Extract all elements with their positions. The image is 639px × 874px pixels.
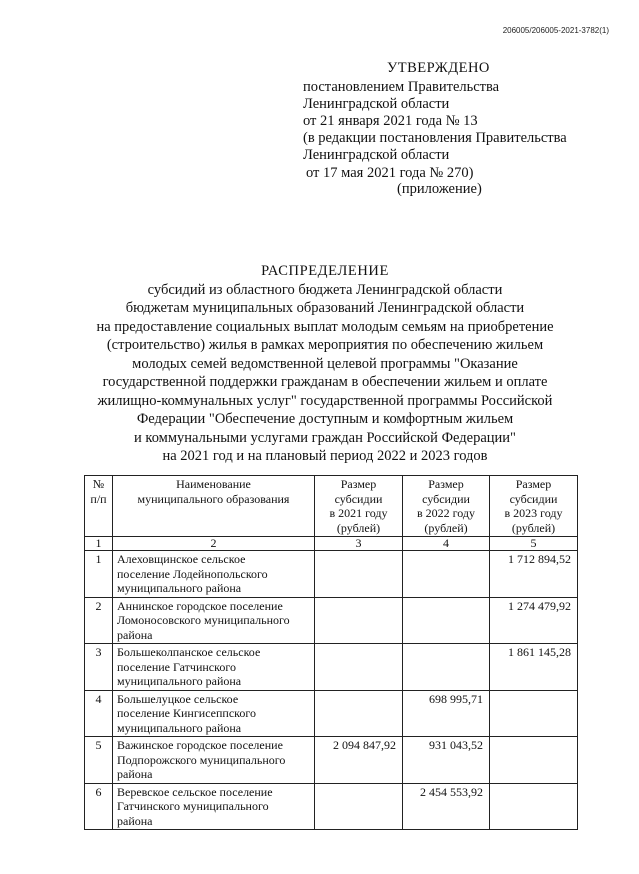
municipality-name [113, 551, 315, 598]
header-line: в 2023 году [504, 506, 563, 520]
heading-line: государственной поддержки гражданам в обеспечении жильем и оплате [102, 374, 548, 390]
header-line: субсидии [422, 491, 470, 506]
table-row [85, 551, 578, 598]
header-line: субсидии [334, 491, 383, 506]
header-2021 [315, 476, 403, 537]
table-row [85, 737, 578, 784]
subsidy-2022: 698 995,71 [403, 690, 490, 737]
heading-line: и коммунальными услугами граждан Российской Федерации" [134, 429, 516, 446]
approval-line: Ленинградской области [303, 147, 450, 163]
approval-line: от 21 января 2021 года № 13 [303, 113, 478, 129]
row-number: 3 [85, 644, 113, 691]
municipality-name-line: Аннинское городское поселение [117, 598, 283, 613]
approval-line: Ленинградской области [303, 96, 450, 112]
subsidy-2023 [490, 737, 578, 784]
row-number: 4 [85, 690, 113, 737]
heading-line: (строительство) жилья в рамках мероприятия по обеспечению жильем [106, 337, 544, 353]
row-number: 1 [85, 551, 113, 598]
municipality-name-line: поселение Лодейнопольского [117, 566, 268, 581]
municipality-name-line: Гатчинского муниципального [117, 799, 269, 813]
approval-line: постановлением Правительства [303, 79, 500, 95]
subsidy-2021: 2 094 847,92 [315, 737, 403, 784]
header-line: Размер [515, 477, 552, 491]
subsidy-2022: 2 454 553,92 [403, 783, 490, 830]
municipality-name-line: Большеколпанское сельское [117, 645, 261, 659]
subsidy-2021 [315, 644, 403, 691]
subsidy-2023: 1 861 145,28 [490, 644, 578, 691]
header-line: (рублей) [336, 520, 381, 535]
heading-line: бюджетам муниципальных образований Ленинградской области [125, 300, 525, 316]
subsidy-2023 [490, 783, 578, 830]
heading-line: на предоставление социальных выплат молодым семьям на приобретение [96, 318, 554, 335]
heading-line: субсидий из областного бюджета Ленинградской области [147, 281, 503, 298]
column-number: 4 [403, 537, 490, 551]
header-2023 [490, 476, 578, 537]
approval-title: УТВЕРЖДЕНО [387, 60, 490, 76]
approval-line: (приложение) [397, 181, 482, 197]
municipality-name-line: поселение Кингисеппского [117, 706, 257, 720]
subsidy-2023: 1 712 894,52 [490, 551, 578, 598]
table-header-row [85, 476, 578, 537]
heading-line: жилищно-коммунальных услуг" государственной программы Российской [97, 392, 553, 409]
heading-line: на 2021 год и на плановый период 2022 и 2023 годов [162, 448, 488, 464]
subsidy-2021 [315, 783, 403, 830]
subsidy-2021 [315, 551, 403, 598]
row-number: 6 [85, 783, 113, 830]
column-number: 2 [113, 537, 315, 551]
subsidy-2023: 1 274 479,92 [490, 597, 578, 644]
municipality-name [113, 737, 315, 784]
heading-line: молодых семей ведомственной целевой программы "Оказание [132, 355, 518, 372]
municipality-name-line: Алеховщинское сельское [117, 552, 246, 566]
document-heading [60, 262, 590, 466]
header-line: в 2022 году [416, 506, 476, 520]
subsidy-2021 [315, 690, 403, 737]
subsidy-2022 [403, 644, 490, 691]
column-number-row [85, 537, 578, 551]
column-number: 5 [490, 537, 578, 551]
subsidy-table [84, 475, 578, 830]
table-row [85, 690, 578, 737]
header-line: Размер [428, 477, 464, 491]
header-line: № [92, 477, 105, 491]
approval-line: от 17 мая 2021 года № 270) [306, 165, 474, 181]
table-row [85, 783, 578, 830]
municipality-name [113, 783, 315, 830]
subsidy-2022 [403, 597, 490, 644]
municipality-name-line: Большелуцкое сельское [117, 691, 239, 706]
header-line: муниципального образования [137, 491, 290, 506]
municipality-name-line: поселение Гатчинского [117, 659, 236, 674]
heading-line: Федерации "Обеспечение доступным и комфортным жильем [136, 411, 514, 427]
header-2022 [403, 476, 490, 537]
table-body [85, 551, 578, 830]
approval-line: (в редакции постановления Правительства [303, 130, 567, 146]
municipality-name [113, 644, 315, 691]
column-number: 1 [85, 537, 113, 551]
subsidy-2022: 931 043,52 [403, 737, 490, 784]
subsidy-2021 [315, 597, 403, 644]
municipality-name-line: муниципального района [117, 720, 242, 735]
header-municipality [113, 476, 315, 537]
table-row [85, 644, 578, 691]
subsidy-2022 [403, 551, 490, 598]
municipality-name-line: района [117, 767, 153, 781]
municipality-name-line: муниципального района [117, 581, 242, 595]
header-line: Размер [340, 477, 377, 491]
header-line: Наименование [176, 477, 251, 491]
municipality-name [113, 690, 315, 737]
municipality-name-line: Подпорожского муниципального [117, 752, 286, 767]
header-line: субсидии [509, 491, 558, 506]
subsidy-2023 [490, 690, 578, 737]
header-line: (рублей) [511, 520, 556, 535]
heading-title: РАСПРЕДЕЛЕНИЕ [261, 263, 389, 279]
municipality-name-line: района [117, 813, 153, 828]
document-id: 206005/206005-2021-3782(1) [502, 26, 609, 35]
header-line: (рублей) [424, 520, 468, 535]
municipality-name [113, 597, 315, 644]
table-row [85, 597, 578, 644]
municipality-name-line: Веревское сельское поселение [117, 784, 273, 799]
row-number: 5 [85, 737, 113, 784]
municipality-name-line: Важинское городское поселение [117, 738, 283, 752]
municipality-name-line: Ломоносовского муниципального [117, 613, 290, 627]
header-number [85, 476, 113, 537]
column-number: 3 [315, 537, 403, 551]
header-line: п/п [90, 491, 107, 506]
municipality-name-line: района [117, 627, 153, 642]
header-line: в 2021 году [329, 506, 388, 520]
row-number: 2 [85, 597, 113, 644]
municipality-name-line: муниципального района [117, 674, 242, 688]
